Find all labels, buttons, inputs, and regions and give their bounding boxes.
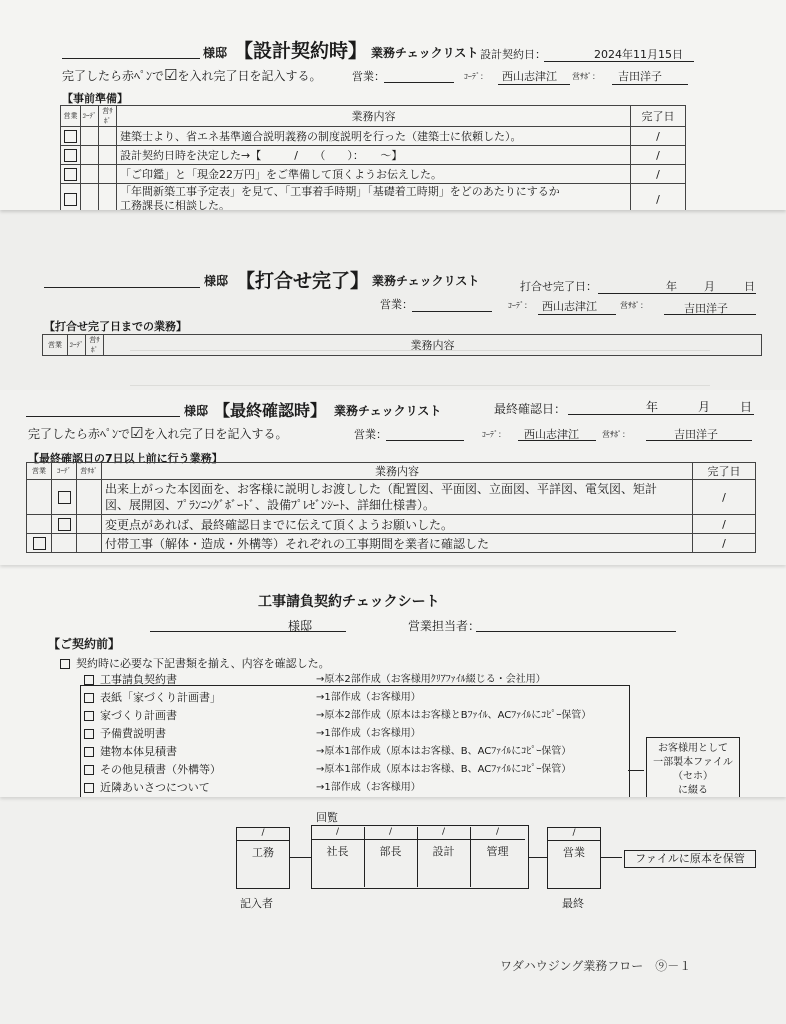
instruction xyxy=(28,424,287,442)
arrow-line xyxy=(600,857,622,858)
section-heading: 【事前準備】 xyxy=(62,92,128,105)
row-text xyxy=(102,480,693,515)
done-date[interactable]: / xyxy=(693,515,756,534)
date-slash: / xyxy=(364,827,417,840)
col-coord: ｺｰﾃﾞ xyxy=(68,335,86,356)
sheet-title: 工事請負契約チェックシート xyxy=(258,594,440,610)
done-date[interactable]: / xyxy=(631,184,686,211)
customer-name-line[interactable] xyxy=(150,631,346,632)
instruction-post: を入れ完了日を記入する。 xyxy=(143,427,288,441)
circulation-label: 回覧 xyxy=(316,811,338,824)
item-note: →1部作成（お客様用） xyxy=(316,782,421,793)
date-label: 最終確認日： xyxy=(494,402,567,416)
coord-value: 西山志津江 xyxy=(542,300,597,313)
checkbox[interactable] xyxy=(64,193,77,206)
col-support: 営ｻﾎﾟ xyxy=(77,463,102,480)
sheet-approval-flow xyxy=(0,797,786,1024)
support-value: 吉田洋子 xyxy=(674,428,718,441)
coord-label: ｺｰﾃﾞ： xyxy=(464,72,488,81)
sales-label: 営業： xyxy=(352,70,385,83)
sales-line[interactable] xyxy=(386,440,464,441)
date-line xyxy=(544,61,694,62)
checklist-label: 業務チェックリスト xyxy=(371,46,479,60)
sales-line[interactable] xyxy=(384,82,454,83)
checklist-label: 業務チェックリスト xyxy=(372,274,480,288)
done-date[interactable]: / xyxy=(631,127,686,146)
sales-line[interactable] xyxy=(412,311,492,312)
day-label: 日 xyxy=(744,280,755,293)
sales-label: 営業： xyxy=(380,298,413,311)
coord-value: 西山志津江 xyxy=(502,70,557,83)
row-text-line2: 図、展開図、ﾌﾟﾗﾝﾆﾝｸﾞﾎﾞｰﾄﾞ、設備ﾌﾟﾚｾﾞﾝｼｰﾄ、詳細仕様書）。 xyxy=(105,498,436,512)
date-slash: / xyxy=(548,828,600,841)
row-text: 付帯工事（解体・造成・外構等）それぞれの工事期間を業者に確認した xyxy=(102,534,693,553)
checkbox[interactable] xyxy=(84,711,94,721)
date-line[interactable] xyxy=(598,293,756,294)
sales-person-label: 営業担当者： xyxy=(408,619,481,633)
item-note: →原本2部作成（お客様用ｸﾘｱﾌｧｲﾙ綴じる・会社用） xyxy=(316,674,546,685)
intro-line xyxy=(60,655,330,671)
item-note: →原本1部作成（原本はお客様、B、ACﾌｧｲﾙにｺﾋﾟｰ保管） xyxy=(316,764,572,775)
document-list xyxy=(84,671,221,797)
instruction-pre: 完了したら赤ﾍﾟﾝで xyxy=(62,69,165,83)
checkbox[interactable] xyxy=(64,130,77,143)
checkbox[interactable] xyxy=(84,765,94,775)
sheet-construction-contract xyxy=(0,565,786,797)
item-note: →原本1部作成（原本はお客様、B、ACﾌｧｲﾙにｺﾋﾟｰ保管） xyxy=(316,746,572,757)
stamp-cell-design[interactable] xyxy=(417,827,471,887)
coord-value: 西山志津江 xyxy=(524,428,579,441)
sheet-title: 【設計契約時】 xyxy=(234,40,368,62)
item-note: →1部作成（お客様用） xyxy=(316,728,421,739)
stamp-cell-sales[interactable] xyxy=(547,827,601,889)
row-text: 変更点があれば、最終確認日までに伝えて頂くようお願いした。 xyxy=(102,515,693,534)
col-coord: ｺｰﾃﾞ xyxy=(52,463,77,480)
list-item xyxy=(84,707,221,725)
checkbox[interactable] xyxy=(84,783,94,793)
checkbox[interactable] xyxy=(33,537,46,550)
checkbox[interactable] xyxy=(60,659,70,669)
binder-line3: （セホ） xyxy=(673,771,713,782)
stamp-cell-construction[interactable] xyxy=(236,827,290,889)
sheet-title: 【最終確認時】 xyxy=(214,401,327,420)
table-row xyxy=(61,127,686,146)
coord-line xyxy=(498,84,570,85)
table-row xyxy=(61,146,686,165)
cell-label: 工務 xyxy=(252,846,274,859)
writer-label: 記入者 xyxy=(240,897,273,910)
arrow-line xyxy=(289,857,311,858)
item-name: 近隣あいさつについて xyxy=(100,781,210,794)
cell-label: 営業 xyxy=(563,846,585,859)
item-name: 建物本体見積書 xyxy=(100,745,177,758)
checklist-label: 業務チェックリスト xyxy=(334,404,442,418)
instruction-pre: 完了したら赤ﾍﾟﾝで xyxy=(28,427,131,441)
coord-label: ｺｰﾃﾞ： xyxy=(482,430,506,439)
table-row xyxy=(27,534,756,553)
checkbox[interactable] xyxy=(64,149,77,162)
row-text: 「ご印鑑」と「現金22万円」をご準備して頂くようお伝えした。 xyxy=(117,165,631,184)
item-name: 表紙「家づくり計画書」 xyxy=(100,691,221,704)
suffix: 様邸 xyxy=(203,46,228,60)
cell-label: 設計 xyxy=(432,845,455,858)
item-name: 工事請負契約書 xyxy=(100,673,177,686)
date-label: 打合せ完了日： xyxy=(520,280,597,293)
list-item xyxy=(84,689,221,707)
checklist-table xyxy=(26,462,756,553)
checklist-table xyxy=(60,105,686,210)
date-line[interactable] xyxy=(568,414,754,415)
instruction-post: を入れ完了日を記入する。 xyxy=(177,69,322,83)
file-storage-box: ファイルに原本を保管 xyxy=(624,850,756,868)
table-row xyxy=(61,165,686,184)
col-content: 業務内容 xyxy=(104,335,762,356)
item-name: その他見積書（外構等） xyxy=(100,763,221,776)
col-done: 完了日 xyxy=(693,463,756,480)
row-text: 建築士より、省エネ基準適合説明義務の制度説明を行った（建築士に依頼した）。 xyxy=(117,127,631,146)
col-content: 業務内容 xyxy=(102,463,693,480)
check-mark-icon: ☑ xyxy=(130,424,144,442)
checkbox[interactable] xyxy=(84,675,94,685)
row-text-line1: 出来上がった本図面を、お客様に説明しお渡しした（配置図、平面図、立面図、平詳図、電気図、矩計 xyxy=(105,482,658,496)
col-sales: 営業 xyxy=(61,106,81,127)
binder-line4: に綴る xyxy=(678,785,708,796)
done-date[interactable]: / xyxy=(631,165,686,184)
sheet-title: 【打合せ完了】 xyxy=(236,270,370,292)
checkbox[interactable] xyxy=(84,693,94,703)
customer-name-line[interactable] xyxy=(44,287,200,288)
date-slash: / xyxy=(417,827,470,840)
date-slash: / xyxy=(311,827,364,840)
checkbox[interactable] xyxy=(84,729,94,739)
year-label: 年 xyxy=(646,400,659,414)
section-heading: 【最終確認日の7日以上前に行う業務】 xyxy=(28,452,223,465)
col-sales: 営業 xyxy=(27,463,52,480)
support-label: 営ｻﾎﾟ： xyxy=(602,430,630,439)
binder-line1: お客様用として xyxy=(658,743,728,754)
date-value: 2024年11月15日 xyxy=(594,48,683,61)
stamp-cell-president[interactable] xyxy=(311,827,365,887)
sheet-design-contract xyxy=(0,0,786,210)
support-label: 営ｻﾎﾟ： xyxy=(620,301,648,310)
section-heading: 【打合せ完了日までの業務】 xyxy=(44,320,187,333)
support-value: 吉田洋子 xyxy=(618,70,662,83)
support-line xyxy=(664,314,756,315)
sheet-final-confirmation xyxy=(0,390,786,565)
col-done: 完了日 xyxy=(631,106,686,127)
col-support: 営ｻﾎﾟ xyxy=(99,106,117,127)
item-note: →1部作成（お客様用） xyxy=(316,692,421,703)
sales-person-line[interactable] xyxy=(476,631,676,632)
list-item xyxy=(84,779,221,797)
list-item xyxy=(84,671,221,689)
date-slash: / xyxy=(470,827,525,840)
row-text-line1: 「年間新築工事予定表」を見て、「工事着手時期」「基礎着工時期」をどのあたりにするか xyxy=(120,185,560,198)
day-label: 日 xyxy=(740,400,753,414)
table-row xyxy=(27,515,756,534)
table-row xyxy=(61,184,686,211)
date-label: 設計契約日： xyxy=(480,48,546,61)
col-content: 業務内容 xyxy=(117,106,631,127)
checkbox[interactable] xyxy=(84,747,94,757)
col-support: 営ｻﾎﾟ xyxy=(86,335,104,356)
coord-line xyxy=(538,314,616,315)
arrow-line xyxy=(529,857,547,858)
row-text xyxy=(117,184,631,211)
arrow-line xyxy=(628,770,644,771)
stamp-cell-manager[interactable] xyxy=(364,827,418,887)
sheet-meeting-complete xyxy=(0,210,786,390)
final-label: 最終 xyxy=(562,897,584,910)
item-name: 家づくり計画書 xyxy=(100,709,177,722)
cell-label: 管理 xyxy=(486,845,509,858)
checkbox[interactable] xyxy=(64,168,77,181)
coord-label: ｺｰﾃﾞ： xyxy=(508,301,532,310)
row-text-line2: 工務課長に相談した。 xyxy=(120,199,230,210)
support-line xyxy=(612,84,688,85)
row-text: 設計契約日時を決定した→【 / （ ）： 〜】 xyxy=(117,146,631,165)
date-slash: / xyxy=(237,828,289,841)
sales-label: 営業： xyxy=(354,428,387,441)
item-name: 予備費説明書 xyxy=(100,727,166,740)
suffix: 様邸 xyxy=(184,404,209,418)
table-row xyxy=(27,480,756,515)
customer-name-line[interactable] xyxy=(62,58,200,59)
coord-line xyxy=(518,440,596,441)
intro-text: 契約時に必要な下記書類を揃え、内容を確認した。 xyxy=(76,657,330,670)
done-date[interactable]: / xyxy=(631,146,686,165)
cell-label: 社長 xyxy=(326,845,349,858)
support-value: 吉田洋子 xyxy=(684,302,728,315)
checkbox[interactable] xyxy=(58,491,71,504)
item-note: →原本2部作成（原本はお客様とBﾌｧｲﾙ、ACﾌｧｲﾙにｺﾋﾟｰ保管） xyxy=(316,710,592,721)
col-sales: 営業 xyxy=(43,335,68,356)
customer-name-line[interactable] xyxy=(26,416,180,417)
document-notes xyxy=(316,671,591,797)
support-label: 営ｻﾎﾟ： xyxy=(572,72,600,81)
binder-box xyxy=(646,737,740,797)
checkbox[interactable] xyxy=(58,518,71,531)
suffix: 様邸 xyxy=(288,619,313,633)
support-line xyxy=(646,440,752,441)
year-label: 年 xyxy=(666,280,677,293)
binder-line2: 一部製本ファイル xyxy=(653,757,733,768)
list-item xyxy=(84,761,221,779)
footer: ワダハウジング業務フロー ⑨－１ xyxy=(500,959,692,973)
stamp-cell-admin[interactable] xyxy=(470,827,525,887)
month-label: 月 xyxy=(704,280,715,293)
section-heading: 【ご契約前】 xyxy=(48,637,121,651)
suffix: 様邸 xyxy=(204,274,229,288)
list-item xyxy=(84,743,221,761)
cell-label: 部長 xyxy=(379,845,402,858)
done-date[interactable]: / xyxy=(693,534,756,553)
month-label: 月 xyxy=(698,400,711,414)
list-item xyxy=(84,725,221,743)
instruction xyxy=(62,66,321,84)
check-mark-icon: ☑ xyxy=(164,66,178,84)
col-coord: ｺｰﾃﾞ xyxy=(81,106,99,127)
done-date[interactable]: / xyxy=(693,480,756,515)
bleed-through xyxy=(130,350,710,386)
